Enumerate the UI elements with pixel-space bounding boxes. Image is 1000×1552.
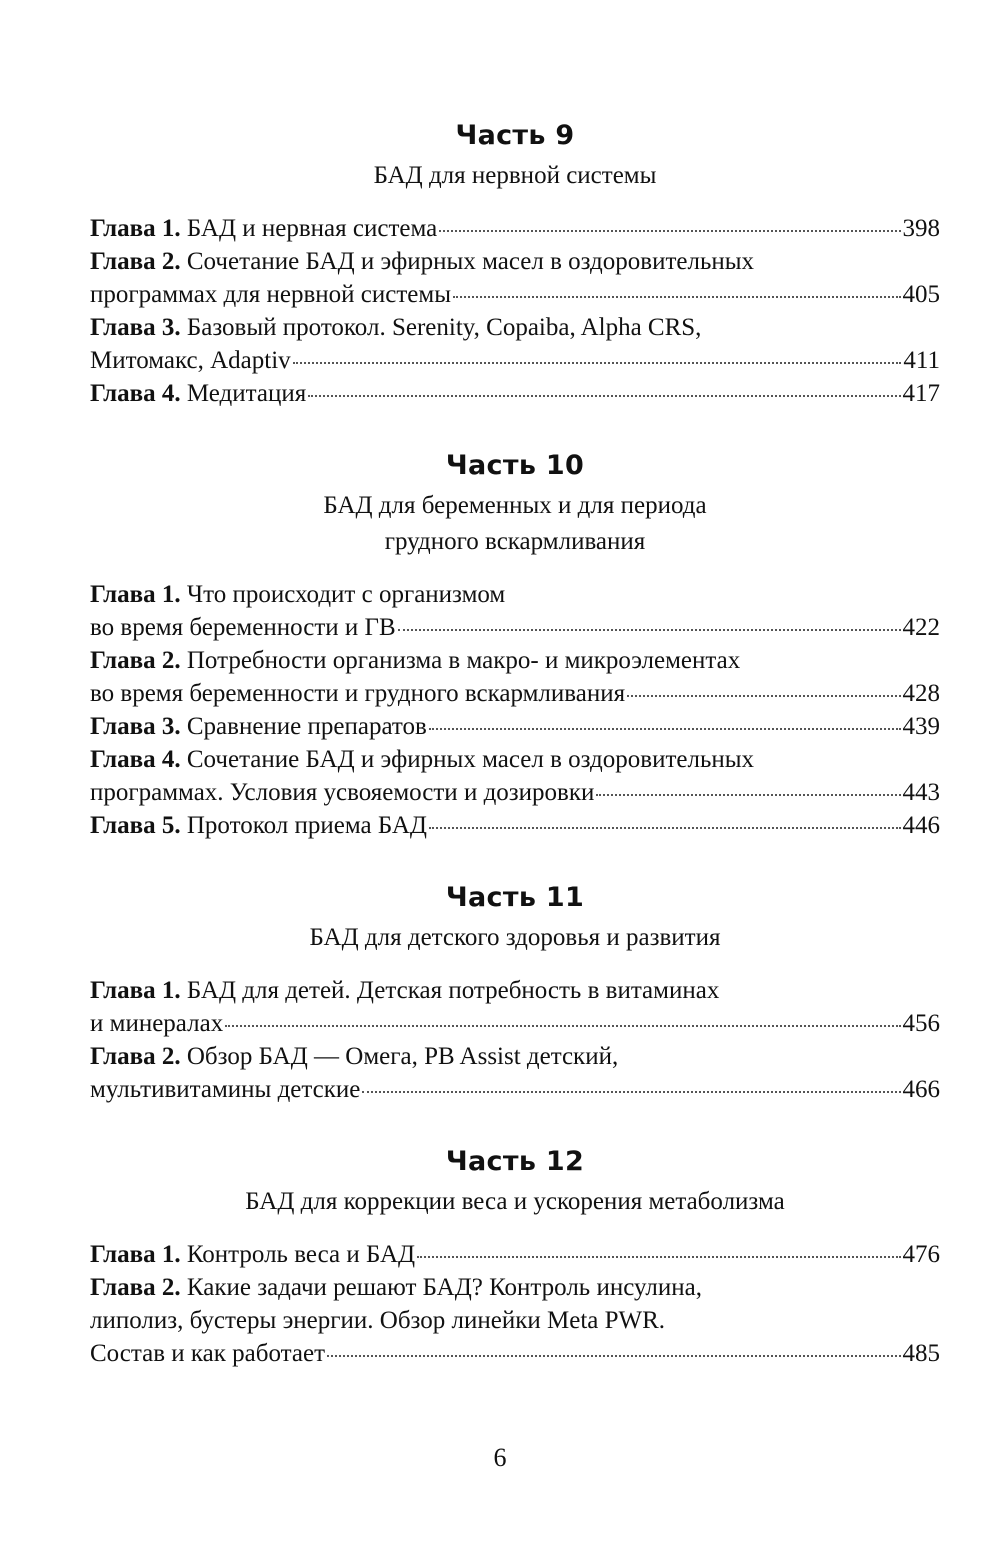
page-ref: 411 — [903, 347, 940, 374]
chapter-title: Контроль веса и БАД — [186, 1241, 416, 1268]
page-ref: 485 — [902, 1340, 940, 1367]
chapter-entry — [90, 974, 940, 1040]
chapter-title: Сравнение препаратов — [186, 713, 427, 740]
part-section — [90, 448, 940, 842]
chapter-title: Протокол приема БАД — [186, 812, 427, 839]
chapter-line — [90, 311, 940, 344]
page-number: 6 — [493, 1443, 507, 1472]
chapter-title: Потребности организма в макро- и микроэлементах — [186, 647, 741, 674]
page-ref: 456 — [902, 1010, 940, 1037]
chapter-text-wrap — [90, 1007, 223, 1040]
chapter-entry — [90, 644, 940, 710]
chapter-title: Митомакс, Adaptiv — [90, 347, 291, 374]
chapter-entry — [90, 710, 940, 743]
part-section — [90, 1144, 940, 1370]
chapter-line — [90, 344, 940, 377]
dot-leader — [398, 629, 901, 631]
chapter-title: Какие задачи решают БАД? Контроль инсулина, — [186, 1274, 702, 1301]
chapter-line — [90, 1337, 940, 1370]
chapter-title: программах для нервной системы — [90, 281, 451, 308]
page-ref: 428 — [902, 680, 940, 707]
part-subtitle: БАД для нервной системы — [373, 162, 657, 189]
chapter-line — [90, 710, 940, 743]
chapter-title: Обзор БАД — Омега, PB Assist детский, — [186, 1043, 619, 1070]
page-ref: 398 — [902, 215, 940, 242]
chapter-title: Что происходит с организмом — [186, 581, 506, 608]
chapter-text-wrap — [90, 677, 625, 710]
dot-leader — [439, 230, 900, 232]
chapter-title: липолиз, бустеры энергии. Обзор линейки Meta PWR. — [90, 1307, 666, 1334]
chapter-line — [90, 644, 940, 677]
chapter-label: Глава 1. — [90, 215, 181, 242]
chapter-label: Глава 4. — [90, 380, 181, 407]
chapter-line — [90, 377, 940, 410]
dot-leader — [225, 1025, 900, 1027]
chapter-entry — [90, 743, 940, 809]
chapter-title: во время беременности и грудного вскармливания — [90, 680, 626, 707]
chapter-line — [90, 776, 940, 809]
chapter-text-wrap — [90, 710, 427, 743]
chapter-text-wrap — [90, 278, 451, 311]
chapter-title: Сочетание БАД и эфирных масел в оздоровительных — [186, 248, 755, 275]
page-ref: 422 — [902, 614, 940, 641]
chapter-line — [90, 212, 940, 245]
chapter-entry — [90, 1040, 940, 1106]
chapter-line — [90, 611, 940, 644]
dot-leader — [308, 395, 900, 397]
part-subtitle: БАД для детского здоровья и развития — [309, 924, 721, 951]
chapter-line — [90, 1007, 940, 1040]
chapter-entry — [90, 1271, 940, 1370]
chapter-title: и минералах — [90, 1010, 224, 1037]
chapter-entry — [90, 809, 940, 842]
part-title: Часть 12 — [445, 1146, 585, 1177]
chapter-text-wrap — [90, 377, 306, 410]
page-ref: 405 — [902, 281, 940, 308]
page-ref: 443 — [902, 779, 940, 806]
chapter-label: Глава 2. — [90, 647, 181, 674]
chapter-entry — [90, 212, 940, 245]
page-ref: 417 — [902, 380, 940, 407]
dot-leader — [596, 794, 900, 796]
chapter-title: мультивитамины детские — [90, 1076, 361, 1103]
part-title: Часть 9 — [455, 120, 575, 151]
chapter-label: Глава 2. — [90, 1274, 181, 1301]
chapter-line — [90, 278, 940, 311]
chapter-text-wrap — [90, 1238, 415, 1271]
chapter-title: Состав и как работает — [90, 1340, 325, 1367]
chapter-line — [90, 1073, 940, 1106]
chapter-line — [90, 578, 940, 611]
chapter-line — [90, 974, 940, 1007]
part-section — [90, 880, 940, 1106]
part-title: Часть 10 — [445, 450, 585, 481]
chapter-line — [90, 1238, 940, 1271]
dot-leader — [429, 827, 901, 829]
chapter-title: программах. Условия усвояемости и дозировки — [90, 779, 595, 806]
chapter-label: Глава 2. — [90, 1043, 181, 1070]
chapter-label: Глава 1. — [90, 1241, 181, 1268]
chapter-title: БАД для детей. Детская потребность в витаминах — [186, 977, 720, 1004]
part-subtitle: БАД для коррекции веса и ускорения метаболизма — [245, 1188, 785, 1215]
chapter-label: Глава 3. — [90, 713, 181, 740]
dot-leader — [293, 362, 902, 364]
chapter-text-wrap — [90, 1073, 360, 1106]
chapter-line — [90, 1271, 940, 1304]
chapter-line — [90, 245, 940, 278]
dot-leader — [453, 296, 901, 298]
chapter-entry — [90, 578, 940, 644]
dot-leader — [627, 695, 900, 697]
chapter-entry — [90, 1238, 940, 1271]
chapter-text-wrap — [90, 611, 396, 644]
chapter-text-wrap — [90, 776, 594, 809]
chapter-text-wrap — [90, 809, 427, 842]
chapter-text-wrap — [90, 344, 291, 377]
chapter-line — [90, 809, 940, 842]
part-subtitle: грудного вскармливания — [384, 528, 646, 555]
chapter-entry — [90, 311, 940, 377]
chapter-label: Глава 5. — [90, 812, 181, 839]
chapter-title: Базовый протокол. Serenity, Copaiba, Alpha CRS, — [186, 314, 702, 341]
table-of-contents — [90, 118, 940, 1408]
chapter-label: Глава 3. — [90, 314, 181, 341]
dot-leader — [429, 728, 901, 730]
chapter-text-wrap — [90, 212, 437, 245]
dot-leader — [362, 1091, 900, 1093]
part-section — [90, 118, 940, 410]
chapter-line — [90, 1040, 940, 1073]
chapter-label: Глава 1. — [90, 977, 181, 1004]
dot-leader — [417, 1256, 900, 1258]
chapter-entry — [90, 377, 940, 410]
chapter-text-wrap — [90, 1337, 325, 1370]
page-ref: 439 — [902, 713, 940, 740]
page-ref: 476 — [902, 1241, 940, 1268]
chapter-label: Глава 4. — [90, 746, 181, 773]
page-ref: 446 — [902, 812, 940, 839]
part-title: Часть 11 — [445, 882, 585, 913]
chapter-title: во время беременности и ГВ — [90, 614, 396, 641]
chapter-label: Глава 2. — [90, 248, 181, 275]
part-subtitle: БАД для беременных и для периода — [323, 492, 707, 519]
dot-leader — [327, 1355, 901, 1357]
chapter-line — [90, 1304, 940, 1337]
chapter-title: Медитация — [186, 380, 307, 407]
chapter-title: БАД и нервная система — [186, 215, 438, 242]
chapter-title: Сочетание БАД и эфирных масел в оздоровительных — [186, 746, 755, 773]
page-ref: 466 — [902, 1076, 940, 1103]
chapter-label: Глава 1. — [90, 581, 181, 608]
chapter-line — [90, 677, 940, 710]
chapter-line — [90, 743, 940, 776]
chapter-entry — [90, 245, 940, 311]
